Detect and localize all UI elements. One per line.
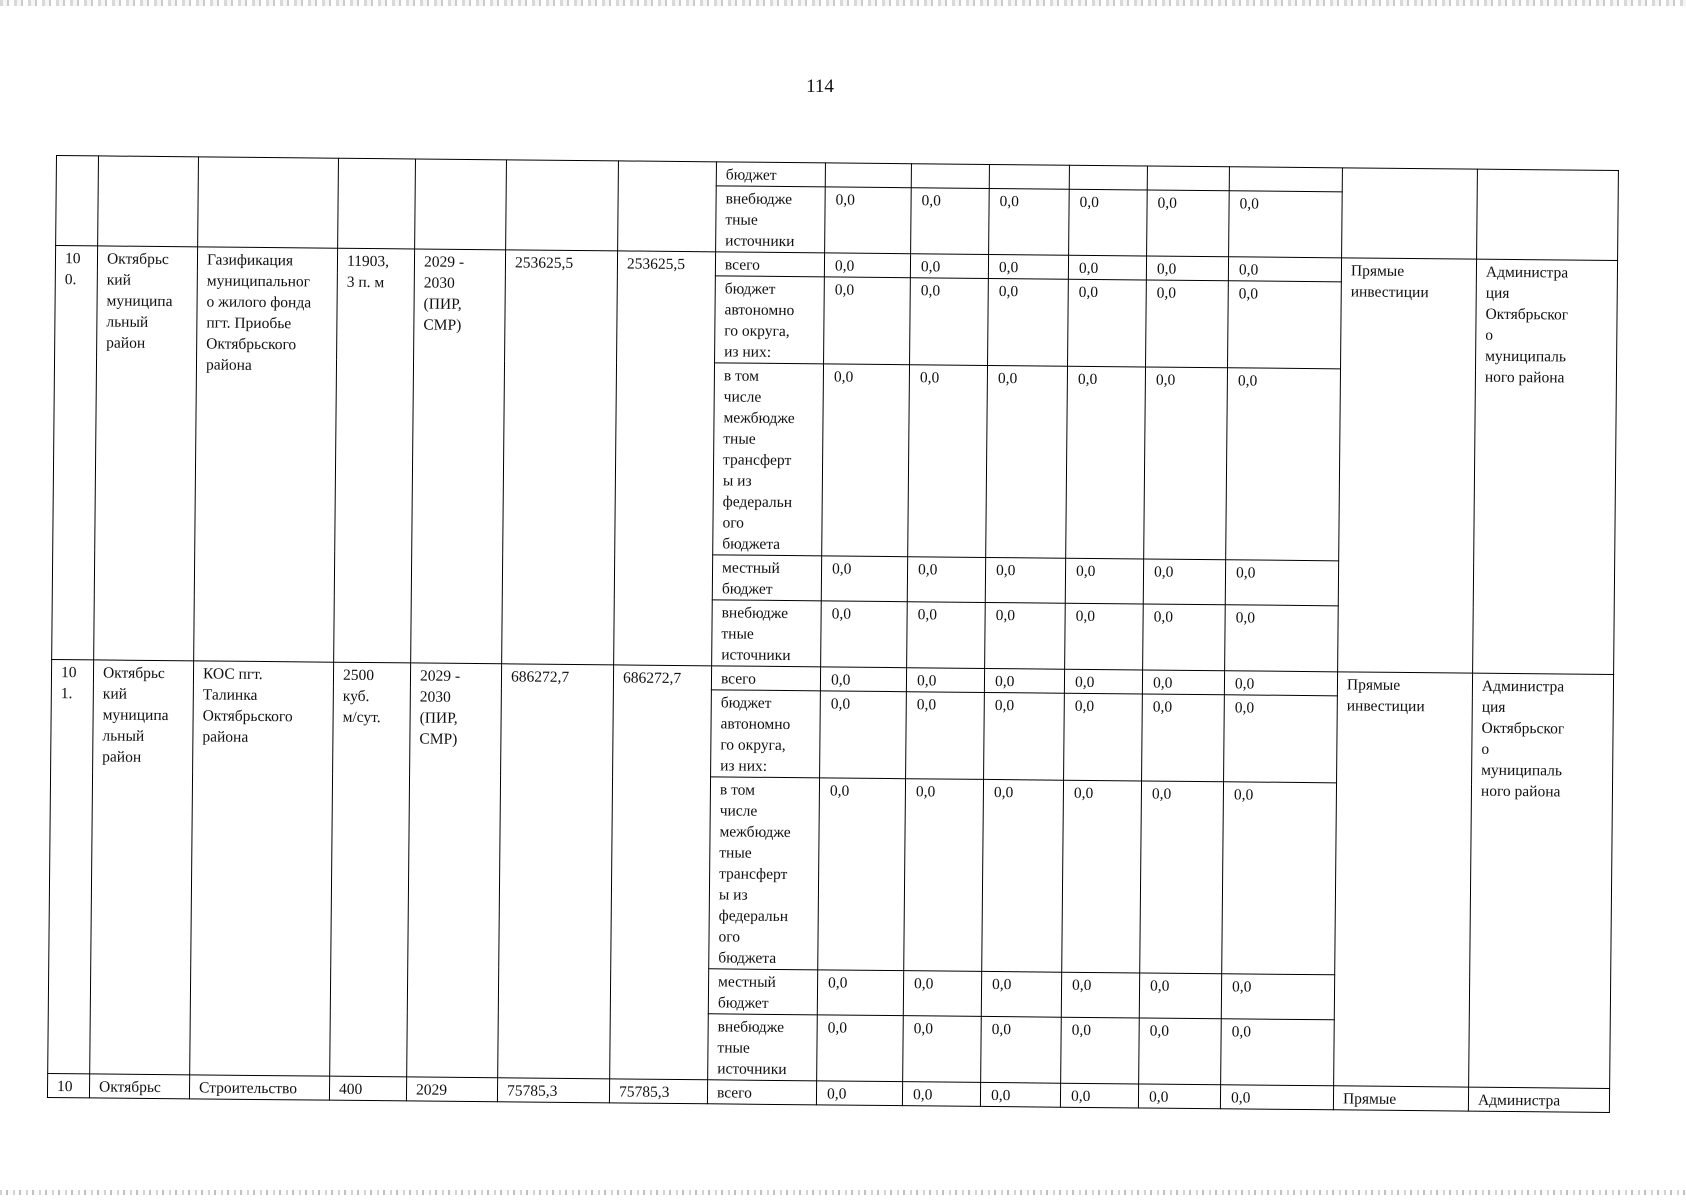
value-cell: 0,0 <box>910 278 989 366</box>
capacity: 11903, 3 п. м <box>334 248 415 663</box>
funding-source-label: бюджет <box>716 162 825 187</box>
value-cell: 0,0 <box>1142 670 1224 695</box>
funding-source-label: местный бюджет <box>708 969 817 1015</box>
num-cell <box>56 156 99 246</box>
value-cell: 0,0 <box>903 971 981 1017</box>
value-cell: 0,0 <box>1068 255 1146 280</box>
value-cell: 0,0 <box>1139 973 1221 1019</box>
cost-remaining-cell <box>618 161 717 252</box>
entry-number: 10 0. <box>52 246 98 660</box>
value-cell: 0,0 <box>1139 1018 1222 1085</box>
estimated-cost: 75785,3 <box>497 1078 609 1103</box>
implementation-period: 2029 <box>406 1077 497 1102</box>
value-cell: 0,0 <box>911 188 990 255</box>
value-cell: 0,0 <box>980 1082 1060 1107</box>
value-cell: 0,0 <box>906 692 985 780</box>
customer-name: Администра ция Октябрьског о муниципаль ного района <box>1469 673 1614 1088</box>
value-cell: 0,0 <box>906 668 984 693</box>
value-cell: 0,0 <box>1065 558 1143 604</box>
value-cell: 0,0 <box>1064 669 1142 694</box>
document-sheet <box>47 155 1619 1113</box>
value-cell: 0,0 <box>907 602 986 669</box>
object-name: Строительство <box>189 1075 329 1100</box>
page-number: 114 <box>806 76 834 97</box>
estimated-cost: 686272,7 <box>498 664 614 1079</box>
value-cell: 0,0 <box>903 1016 982 1083</box>
value-cell: 0,0 <box>1147 190 1230 257</box>
value-cell: 0,0 <box>982 779 1064 972</box>
value-cell: 0,0 <box>1140 781 1224 974</box>
value-cell: 0,0 <box>984 692 1065 780</box>
value-cell: 0,0 <box>1069 189 1148 256</box>
value-cell: 0,0 <box>1146 256 1228 281</box>
value-cell: 0,0 <box>825 187 912 254</box>
value-cell: 0,0 <box>820 667 906 692</box>
value-cell: 0,0 <box>1220 1085 1333 1110</box>
value-cell: 0,0 <box>817 1015 904 1082</box>
object-name: КОС пгт. Талинка Октябрьского района <box>190 661 334 1076</box>
value-cell <box>825 163 911 188</box>
remaining-cost: 253625,5 <box>614 251 716 666</box>
funding-source-label: бюджет автономно го округа, из них: <box>715 276 825 364</box>
value-cell: 0,0 <box>1221 1019 1335 1086</box>
value-cell: 0,0 <box>1143 559 1225 605</box>
value-cell: 0,0 <box>1060 1083 1138 1108</box>
value-cell: 0,0 <box>904 779 984 972</box>
value-cell <box>1229 167 1342 192</box>
funding-source-label: в том числе межбюдже тные трансферт ы из федеральн ого бюджета <box>713 363 824 556</box>
entry-number: 10 1. <box>48 659 94 1073</box>
value-cell: 0,0 <box>1225 605 1339 672</box>
value-cell: 0,0 <box>816 1081 902 1106</box>
value-cell <box>989 164 1069 189</box>
customer-name: Администра <box>1468 1087 1609 1112</box>
cost-total-cell <box>506 160 619 251</box>
funding-source-label: всего <box>711 666 820 691</box>
investment-table <box>47 155 1619 1113</box>
value-cell: 0,0 <box>908 365 988 558</box>
investment-mechanism: Прямые инвестиции <box>1338 258 1477 673</box>
funding-source-label: внебюдже тные источники <box>712 600 822 667</box>
scan-top-edge <box>0 0 1686 6</box>
value-cell <box>1147 166 1229 191</box>
value-cell: 0,0 <box>1225 560 1338 606</box>
value-cell: 0,0 <box>1221 974 1334 1020</box>
value-cell: 0,0 <box>821 601 908 668</box>
value-cell: 0,0 <box>1066 366 1146 559</box>
value-cell: 0,0 <box>1064 693 1143 781</box>
customer-cell <box>1477 169 1619 260</box>
funding-source-label: местный бюджет <box>712 555 821 601</box>
value-cell: 0,0 <box>1229 191 1343 258</box>
period-cell <box>415 159 507 250</box>
implementation-period: 2029 - 2030 (ПИР, СМР) <box>411 249 506 664</box>
value-cell: 0,0 <box>1068 279 1147 367</box>
value-cell: 0,0 <box>1146 280 1229 368</box>
investment-mechanism: Прямые <box>1333 1086 1468 1111</box>
value-cell: 0,0 <box>1224 695 1338 783</box>
value-cell: 0,0 <box>821 556 907 602</box>
municipality-name: Октябрьс кий муниципа льный район <box>90 660 194 1075</box>
value-cell: 0,0 <box>1222 782 1337 975</box>
funding-source-label: в том числе межбюдже тные трансферт ы из федеральн ого бюджета <box>709 777 820 970</box>
object-cell <box>198 157 339 248</box>
value-cell <box>911 164 989 189</box>
capacity: 400 <box>329 1076 406 1101</box>
capacity-cell <box>338 158 416 249</box>
implementation-period: 2029 - 2030 (ПИР, СМР) <box>407 663 502 1078</box>
value-cell: 0,0 <box>988 278 1069 366</box>
remaining-cost: 75785,3 <box>609 1079 707 1104</box>
value-cell: 0,0 <box>1061 1017 1140 1084</box>
municipality-name: Октябрьс <box>89 1074 189 1099</box>
value-cell: 0,0 <box>988 254 1068 279</box>
value-cell: 0,0 <box>1228 257 1341 282</box>
municipality-cell <box>98 156 199 247</box>
object-name: Газификация муниципальног о жилого фонда пгт. Приобье Октябрьского района <box>194 247 338 662</box>
value-cell: 0,0 <box>907 557 985 603</box>
estimated-cost: 253625,5 <box>502 250 618 665</box>
value-cell: 0,0 <box>984 668 1064 693</box>
funding-source-label: всего <box>707 1080 816 1105</box>
value-cell: 0,0 <box>1228 281 1342 369</box>
value-cell: 0,0 <box>1143 604 1226 671</box>
value-cell: 0,0 <box>902 1082 980 1107</box>
value-cell: 0,0 <box>1224 671 1337 696</box>
mechanism-cell <box>1342 168 1478 259</box>
customer-name: Администра ция Октябрьског о муниципаль ного района <box>1473 259 1618 674</box>
value-cell: 0,0 <box>824 277 911 365</box>
value-cell: 0,0 <box>1138 1084 1220 1109</box>
value-cell: 0,0 <box>824 253 910 278</box>
value-cell: 0,0 <box>989 188 1070 255</box>
value-cell: 0,0 <box>985 602 1066 669</box>
value-cell: 0,0 <box>820 691 907 779</box>
municipality-name: Октябрьс кий муниципа льный район <box>94 246 198 661</box>
value-cell <box>1069 165 1147 190</box>
investment-mechanism: Прямые инвестиции <box>1334 672 1473 1087</box>
table-body <box>47 156 1618 1113</box>
value-cell: 0,0 <box>985 557 1065 603</box>
value-cell: 0,0 <box>818 778 906 971</box>
value-cell: 0,0 <box>1062 780 1142 973</box>
value-cell: 0,0 <box>1226 368 1341 561</box>
value-cell: 0,0 <box>817 970 903 1016</box>
value-cell: 0,0 <box>1144 367 1228 560</box>
value-cell: 0,0 <box>986 365 1068 558</box>
remaining-cost: 686272,7 <box>610 665 712 1080</box>
entry-number: 10 <box>47 1073 89 1097</box>
value-cell: 0,0 <box>1142 694 1225 782</box>
value-cell: 0,0 <box>822 364 910 557</box>
value-cell: 0,0 <box>981 1016 1062 1083</box>
value-cell: 0,0 <box>981 971 1061 1017</box>
value-cell: 0,0 <box>1061 972 1139 1018</box>
funding-source-label: внебюдже тные источники <box>708 1014 818 1081</box>
capacity: 2500 куб. м/сут. <box>330 662 411 1077</box>
value-cell: 0,0 <box>1065 603 1144 670</box>
scan-bottom-edge <box>0 1190 1686 1195</box>
funding-source-label: всего <box>715 252 824 277</box>
funding-source-label: внебюдже тные источники <box>716 186 826 253</box>
funding-source-label: бюджет автономно го округа, из них: <box>711 690 821 778</box>
value-cell: 0,0 <box>910 254 988 279</box>
